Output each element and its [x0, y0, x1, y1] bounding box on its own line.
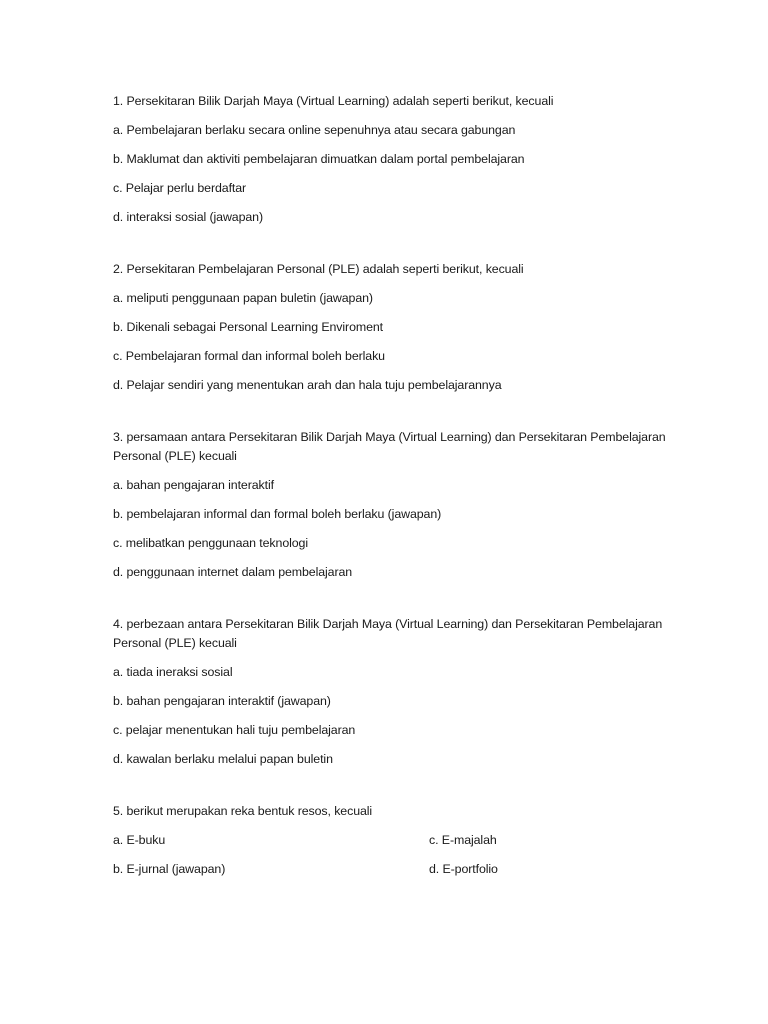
- question-text: 2. Persekitaran Pembelajaran Personal (PLE) adalah seperti berikut, kecuali: [113, 262, 524, 276]
- question-text: 5. berikut merupakan reka bentuk resos, kecuali: [113, 804, 373, 818]
- option-d: d. E-portfolio: [429, 862, 498, 876]
- options-row-1: [113, 831, 673, 850]
- option-d: d. penggunaan internet dalam pembelajaran: [113, 565, 353, 579]
- option-b: b. Dikenali sebagai Personal Learning Enviroment: [113, 320, 384, 334]
- question-text: 3. persamaan antara Persekitaran Bilik Darjah Maya (Virtual Learning) dan Persekitaran Pembelajaran Personal (PLE) kecuali: [113, 430, 666, 463]
- question-text: 1. Persekitaran Bilik Darjah Maya (Virtual Learning) adalah seperti berikut, kecuali: [113, 94, 554, 108]
- option-a: a. E-buku: [113, 833, 166, 847]
- question-3: [113, 428, 673, 582]
- option-d: d. kawalan berlaku melalui papan buletin: [113, 752, 333, 766]
- option-b: b. bahan pengajaran interaktif (jawapan): [113, 694, 331, 708]
- option-c: c. pelajar menentukan hali tuju pembelajaran: [113, 723, 356, 737]
- question-text: 4. perbezaan antara Persekitaran Bilik Darjah Maya (Virtual Learning) dan Persekitaran Pembelajaran Personal (PLE) kecuali: [113, 617, 663, 650]
- option-a: a. meliputi penggunaan papan buletin (jawapan): [113, 291, 373, 305]
- option-d: d. Pelajar sendiri yang menentukan arah dan hala tuju pembelajarannya: [113, 378, 502, 392]
- option-a: a. tiada ineraksi sosial: [113, 665, 233, 679]
- question-2: [113, 260, 673, 395]
- option-a: a. Pembelajaran berlaku secara online sepenuhnya atau secara gabungan: [113, 123, 516, 137]
- option-b: b. E-jurnal (jawapan): [113, 862, 226, 876]
- option-d: d. interaksi sosial (jawapan): [113, 210, 263, 224]
- options-row-2: [113, 860, 673, 879]
- option-c: c. Pembelajaran formal dan informal boleh berlaku: [113, 349, 385, 363]
- document-body: [113, 92, 673, 912]
- option-c: c. melibatkan penggunaan teknologi: [113, 536, 308, 550]
- question-5: [113, 802, 673, 879]
- option-b: b. Maklumat dan aktiviti pembelajaran dimuatkan dalam portal pembelajaran: [113, 152, 525, 166]
- question-1: [113, 92, 673, 227]
- option-a: a. bahan pengajaran interaktif: [113, 478, 274, 492]
- option-b: b. pembelajaran informal dan formal boleh berlaku (jawapan): [113, 507, 442, 521]
- option-c: c. Pelajar perlu berdaftar: [113, 181, 247, 195]
- option-c: c. E-majalah: [429, 833, 497, 847]
- question-4: [113, 615, 673, 769]
